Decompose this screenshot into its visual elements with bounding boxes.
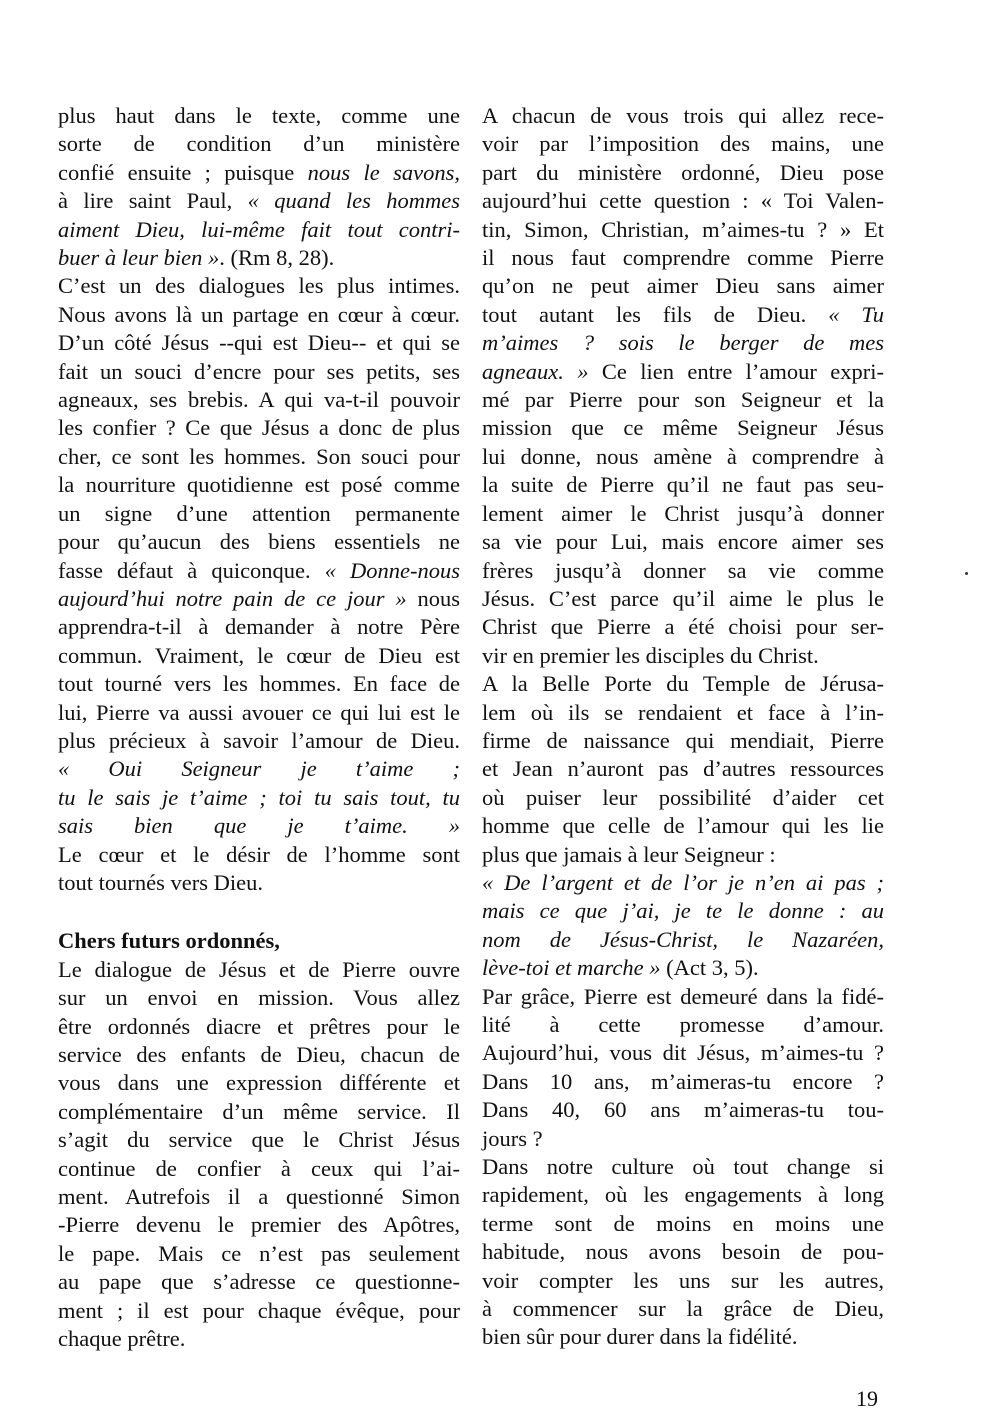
- text-segment: agneaux, ses brebis. A qui va-t-il pouvoir: [58, 387, 460, 413]
- text-segment: plus précieux à savoir l’amour de Dieu.: [58, 727, 460, 753]
- text-segment: où puiser leur possibilité d’aider cet: [482, 784, 884, 810]
- text-line: [58, 1297, 460, 1325]
- text-line: [482, 869, 884, 897]
- text-line: [58, 670, 460, 698]
- text-line: [482, 272, 884, 300]
- text-line: [482, 1323, 884, 1351]
- italic-quote-segment: nom de Jésus-Christ, le Nazaréen,: [482, 926, 884, 952]
- text-line: [482, 1295, 884, 1323]
- text-segment: lement aimer le Christ jusqu’à donner: [482, 500, 884, 526]
- italic-quote-segment: « De l’argent et de l’or je n’en ai pas ;: [482, 869, 884, 895]
- italic-quote-segment: aujourd’hui notre pain de ce jour »: [58, 585, 407, 611]
- text-segment: service des enfants de Dieu, chacun de: [58, 1042, 460, 1067]
- text-line: [58, 102, 460, 130]
- text-line: [482, 585, 884, 613]
- text-line: [58, 329, 460, 357]
- text-line: [58, 414, 460, 442]
- text-line: [482, 557, 884, 585]
- text-line: [58, 642, 460, 670]
- text-line: [58, 1013, 460, 1041]
- text-line: [58, 528, 460, 556]
- text-line: [58, 727, 460, 755]
- text-line: [482, 983, 884, 1011]
- italic-quote-segment: « quand les hommes: [247, 188, 461, 214]
- text-segment: à commencer sur la grâce de Dieu,: [482, 1296, 884, 1322]
- text-segment: le pape. Mais ce n’est pas seulement: [58, 1240, 460, 1266]
- text-line: [482, 784, 884, 812]
- text-segment: chaque prêtre.: [58, 1326, 186, 1352]
- text-segment: frères jusqu’à donner sa vie comme: [482, 557, 884, 583]
- text-line: [58, 755, 460, 783]
- text-segment: fasse défaut à quiconque.: [58, 557, 325, 583]
- text-line: [482, 841, 884, 869]
- italic-quote-segment: tu le sais je t’aime ; toi tu sais tout, tu: [58, 784, 460, 810]
- text-segment: terme sont de moins en moins une: [482, 1210, 884, 1236]
- text-line: [482, 613, 884, 641]
- text-segment: voir par l’imposition des mains, une: [482, 131, 884, 157]
- text-line: [58, 301, 460, 329]
- text-segment: lité à cette promesse d’amour.: [482, 1012, 884, 1037]
- text-segment: au pape que s’adresse ce questionne-: [58, 1269, 460, 1295]
- text-line: [482, 216, 884, 244]
- text-line: [58, 159, 460, 187]
- text-segment: plus que jamais à leur Seigneur :: [482, 841, 776, 867]
- text-line: [58, 1069, 460, 1097]
- text-segment: Jésus. C’est parce qu’il aime le plus le: [482, 585, 884, 611]
- text-segment: (Act 3, 5).: [660, 955, 759, 981]
- text-line: [58, 272, 460, 300]
- italic-quote-segment: m’aimes ? sois le berger de mes: [482, 330, 884, 356]
- text-segment: lem où ils se rendaient et face à l’in-: [482, 699, 884, 725]
- text-segment: tout tourné vers les hommes. En face de: [58, 671, 460, 697]
- text-segment: ment ; il est pour chaque évêque, pour: [58, 1297, 460, 1323]
- text-segment: vir en premier les disciples du Christ.: [482, 642, 819, 668]
- text-line: [482, 1153, 884, 1181]
- text-segment: Christ que Pierre a été choisi pour ser-: [482, 614, 884, 640]
- text-segment: Dans notre culture où tout change si: [482, 1154, 884, 1180]
- text-line: [482, 329, 884, 357]
- text-segment: firme de naissance qui mendiait, Pierre: [482, 727, 884, 753]
- italic-quote-segment: « Donne-nous: [324, 557, 460, 583]
- italic-quote-segment: mais ce que j’ai, je te le donne : au: [482, 898, 884, 924]
- margin-mark: [965, 572, 968, 575]
- text-line: [58, 1325, 460, 1353]
- text-line: [58, 956, 460, 984]
- section-heading: Chers futurs ordonnés,: [58, 928, 280, 954]
- text-segment: nous: [406, 585, 460, 611]
- text-line: [482, 727, 884, 755]
- text-line: [482, 1125, 884, 1153]
- text-line: [58, 1240, 460, 1268]
- text-line: [482, 642, 884, 670]
- text-line: [482, 500, 884, 528]
- text-line: [482, 414, 884, 442]
- text-segment: . (Rm 8, 28).: [219, 245, 335, 271]
- text-line: [58, 841, 460, 869]
- text-segment: tout tournés vers Dieu.: [58, 869, 263, 895]
- text-segment: vous dans une expression différente et: [58, 1070, 460, 1096]
- text-line: [58, 984, 460, 1012]
- text-line: [482, 358, 884, 386]
- section-spacer: [58, 897, 460, 927]
- text-line: [482, 1238, 884, 1266]
- text-segment: confié ensuite ; puisque: [58, 159, 308, 185]
- text-segment: ment. Autrefois il a questionné Simon: [58, 1184, 460, 1210]
- text-segment: les confier ? Ce que Jésus a donc de plus: [58, 415, 460, 441]
- text-segment: fait un souci d’encre pour ses petits, ses: [58, 358, 460, 384]
- text-segment: -Pierre devenu le premier des Apôtres,: [58, 1212, 460, 1238]
- right-paragraphs: [482, 102, 884, 1352]
- left-column: [58, 102, 460, 1353]
- text-segment: continue de confier à ceux qui l’ai-: [58, 1155, 460, 1181]
- text-segment: C’est un des dialogues les plus intimes.: [58, 273, 460, 299]
- text-segment: à lire saint Paul,: [58, 188, 248, 214]
- text-line: [482, 1039, 884, 1067]
- text-line: [58, 1041, 460, 1069]
- text-line: [482, 102, 884, 130]
- italic-quote-segment: lève-toi et marche »: [482, 955, 661, 981]
- italic-quote-segment: agneaux. »: [482, 358, 589, 384]
- text-line: [58, 130, 460, 158]
- text-segment: commun. Vraiment, le cœur de Dieu est: [58, 642, 460, 668]
- text-segment: qu’on ne peut aimer Dieu sans aimer: [482, 273, 884, 299]
- text-segment: D’un côté Jésus --qui est Dieu-- et qui se: [58, 330, 460, 356]
- text-segment: être ordonnés diacre et prêtres pour le: [58, 1013, 460, 1039]
- text-segment: sorte de condition d’un ministère: [58, 131, 460, 157]
- text-line: [482, 244, 884, 272]
- italic-quote-segment: buer à leur bien »: [58, 245, 220, 271]
- text-line: [482, 897, 884, 925]
- left-paragraphs: [58, 102, 460, 897]
- text-line: [482, 1181, 884, 1209]
- text-segment: Par grâce, Pierre est demeuré dans la fidé-: [482, 983, 884, 1009]
- text-line: [482, 130, 884, 158]
- text-line: [58, 471, 460, 499]
- text-segment: la suite de Pierre qu’il ne faut pas seu-: [482, 472, 884, 498]
- text-line: [58, 500, 460, 528]
- text-line: [58, 784, 460, 812]
- italic-quote-segment: sais bien que je t’aime. »: [58, 813, 460, 839]
- text-line: [58, 187, 460, 215]
- text-line: [482, 443, 884, 471]
- text-segment: bien sûr pour durer dans la fidélité.: [482, 1324, 798, 1350]
- text-segment: rapidement, où les engagements à long: [482, 1182, 884, 1208]
- text-line: [58, 358, 460, 386]
- text-line: [482, 471, 884, 499]
- text-line: [58, 1126, 460, 1154]
- text-segment: mé par Pierre pour son Seigneur et la: [482, 387, 884, 413]
- text-line: [58, 1211, 460, 1239]
- text-segment: pour qu’aucun des biens essentiels ne: [58, 529, 460, 555]
- italic-quote-segment: « Tu: [828, 301, 884, 327]
- text-line: [58, 443, 460, 471]
- text-segment: habitude, nous avons besoin de pou-: [482, 1239, 884, 1265]
- text-segment: un signe d’une attention permanente: [58, 500, 460, 526]
- text-segment: Ce lien entre l’amour expri-: [588, 358, 884, 384]
- text-segment: sa vie pour Lui, mais encore aimer ses: [482, 529, 884, 555]
- text-line: [58, 244, 460, 272]
- text-segment: Nous avons là un partage en cœur à cœur.: [58, 301, 460, 327]
- text-segment: tout autant les fils de Dieu.: [482, 301, 829, 327]
- text-line: [482, 670, 884, 698]
- text-line: [482, 386, 884, 414]
- italic-quote-segment: nous le savons,: [307, 159, 460, 185]
- text-line: [482, 187, 884, 215]
- text-line: [58, 1098, 460, 1126]
- text-segment: part du ministère ordonné, Dieu pose: [482, 159, 884, 185]
- text-line: [482, 1011, 884, 1039]
- text-line: [58, 557, 460, 585]
- text-line: [58, 1268, 460, 1296]
- text-line: [58, 216, 460, 244]
- text-segment: aujourd’hui cette question : « Toi Valen-: [482, 188, 884, 214]
- text-line: [482, 301, 884, 329]
- text-line: [482, 926, 884, 954]
- text-line: [482, 755, 884, 783]
- text-segment: apprendra-t-il à demander à notre Père: [58, 614, 460, 640]
- text-line: [482, 1267, 884, 1295]
- right-column: [482, 102, 884, 1352]
- text-line: [58, 869, 460, 897]
- text-line: [482, 1210, 884, 1238]
- italic-quote-segment: aiment Dieu, lui-même fait tout contri-: [58, 216, 460, 242]
- text-line: [482, 159, 884, 187]
- text-segment: s’agit du service que le Christ Jésus: [58, 1127, 460, 1153]
- text-line: [482, 528, 884, 556]
- text-segment: sur un envoi en mission. Vous allez: [58, 985, 460, 1011]
- text-segment: Aujourd’hui, vous dit Jésus, m’aimes-tu ?: [482, 1040, 884, 1066]
- text-segment: Le dialogue de Jésus et de Pierre ouvre: [58, 956, 460, 982]
- text-segment: lui donne, nous amène à comprendre à: [482, 443, 884, 469]
- text-segment: cher, ce sont les hommes. Son souci pour: [58, 443, 460, 469]
- text-segment: mission que ce même Seigneur Jésus: [482, 415, 884, 441]
- text-segment: et Jean n’auront pas d’autres ressources: [482, 756, 884, 782]
- text-segment: Dans 10 ans, m’aimeras-tu encore ?: [482, 1068, 884, 1094]
- text-segment: il nous faut comprendre comme Pierre: [482, 245, 884, 271]
- text-line: [482, 812, 884, 840]
- text-line: [58, 1183, 460, 1211]
- text-segment: jours ?: [482, 1125, 543, 1151]
- text-line: [58, 386, 460, 414]
- text-segment: lui, Pierre va aussi avouer ce qui lui est le: [58, 699, 460, 725]
- text-segment: voir compter les uns sur les autres,: [482, 1267, 884, 1293]
- text-line: [58, 812, 460, 840]
- text-line: [482, 1068, 884, 1096]
- text-segment: la nourriture quotidienne est posé comme: [58, 472, 460, 498]
- left-paragraphs-after-heading: [58, 956, 460, 1354]
- text-line: [58, 585, 460, 613]
- italic-quote-segment: « Oui Seigneur je t’aime ;: [58, 756, 460, 782]
- text-segment: A la Belle Porte du Temple de Jérusa-: [482, 671, 884, 697]
- text-segment: Le cœur et le désir de l’homme sont: [58, 841, 460, 867]
- text-line: [58, 613, 460, 641]
- page-number: 19: [856, 1386, 878, 1411]
- text-segment: homme que celle de l’amour qui les lie: [482, 813, 884, 839]
- text-segment: complémentaire d’un même service. Il: [58, 1098, 460, 1124]
- text-segment: tin, Simon, Christian, m’aimes-tu ? » Et: [482, 216, 884, 242]
- text-line: [58, 699, 460, 727]
- text-segment: A chacun de vous trois qui allez rece-: [482, 103, 884, 128]
- text-line: [58, 1155, 460, 1183]
- text-line: [482, 954, 884, 982]
- text-segment: plus haut dans le texte, comme une: [58, 103, 460, 128]
- text-line: [482, 699, 884, 727]
- text-segment: Dans 40, 60 ans m’aimeras-tu tou-: [482, 1097, 884, 1123]
- text-line: [482, 1096, 884, 1124]
